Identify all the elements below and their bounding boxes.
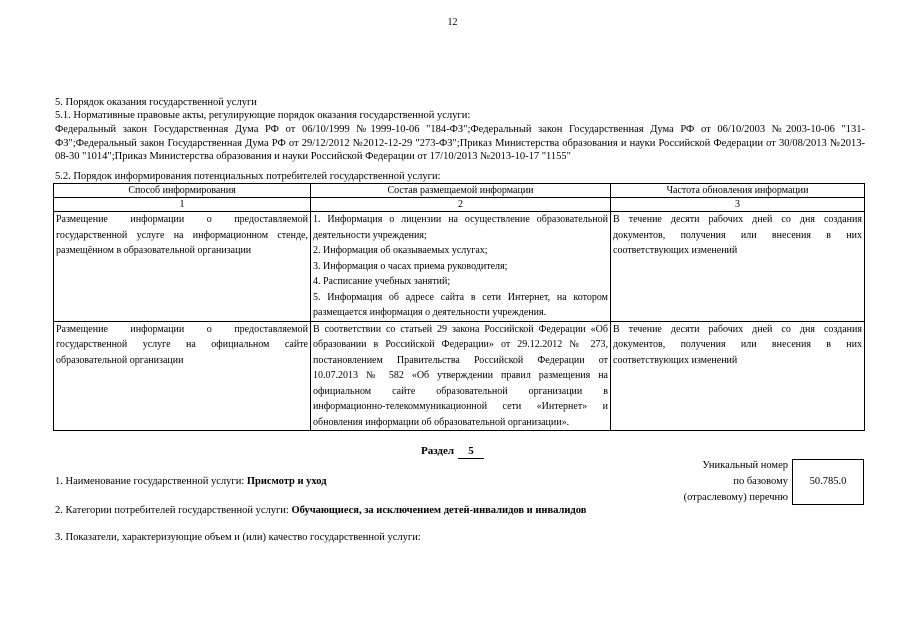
row-method: Размещение информации о предоставляемой государственной услуге на официальном сайте образовательной организации	[54, 321, 311, 431]
column-number: 3	[611, 198, 865, 212]
row-content	[311, 212, 611, 322]
row-method: Размещение информации о предоставляемой государственной услуге на информационном стенде, размещённом в образовательной организации	[54, 212, 311, 322]
service-name-value: Присмотр и уход	[246, 476, 327, 487]
service-categories-label: 2. Категории потребителей государственной услуги:	[55, 505, 289, 516]
content-line: 2. Информация об оказываемых услугах;	[313, 245, 488, 256]
column-number: 1	[54, 198, 311, 212]
content-line: 3. Информация о часах приема руководителя;	[313, 260, 508, 272]
content-line: 4. Расписание учебных занятий;	[313, 276, 451, 287]
unique-number-label-line: (отраслевому) перечню	[683, 491, 788, 503]
razdel-label: Раздел	[420, 445, 455, 457]
unique-number-box: 50.785.0	[792, 459, 864, 505]
row-frequency: В течение десяти рабочих дней со дня создания документов, получения или внесения в них соответствующих изменений	[611, 321, 865, 431]
razdel-number: 5	[458, 444, 484, 459]
razdel-heading	[0, 444, 905, 459]
header-content: Состав размещаемой информации	[311, 184, 611, 198]
table-number-row	[54, 198, 865, 212]
service-name-label: 1. Наименование государственной услуги:	[55, 476, 245, 487]
header-frequency: Частота обновления информации	[611, 184, 865, 198]
content-line: 5. Информация об адресе сайта в сети Интернет, на котором размещается информация о деятельности учреждения.	[313, 291, 608, 318]
service-indicators: 3. Показатели, характеризующие объем и (или) качество государственной услуги:	[55, 532, 421, 543]
info-table	[53, 183, 865, 431]
header-method: Способ информирования	[54, 184, 311, 198]
column-number: 2	[311, 198, 611, 212]
unique-number-label	[650, 458, 788, 505]
service-name	[55, 475, 327, 489]
service-categories	[55, 504, 586, 518]
table-header-row	[54, 184, 865, 198]
unique-number-label-line: Уникальный номер	[702, 460, 788, 471]
unique-number-label-line: по базовому	[733, 475, 788, 487]
content-line: 1. Информация о лицензии на осуществление образовательной деятельности учреждения;	[313, 214, 608, 241]
row-frequency: В течение десяти рабочих дней со дня создания документов, получения или внесения в них соответствующих изменений	[611, 212, 865, 322]
table-row	[54, 321, 865, 431]
service-categories-value: Обучающиеся, за исключением детей-инвалидов и инвалидов	[291, 505, 587, 516]
section-5-2-title: 5.2. Порядок информирования потенциальных потребителей государственной услуги:	[55, 171, 441, 182]
section-5-title: 5. Порядок оказания государственной услуги	[55, 97, 257, 108]
section-5-1-title: 5.1. Нормативные правовые акты, регулирующие порядок оказания государственной услуги:	[55, 110, 471, 121]
page-number: 12	[447, 17, 458, 28]
row-content: В соответствии со статьей 29 закона Российской Федерации «Об образовании в Российской Федерации» от 29.12.2012 № 273, постановлением Правительства Российской Федерации от 10.07.2013 № 582 «Об утверждении правил размещения на официальном сайте образовательной организации в информационно-телекоммуникационной сети «Интернет» и обновления информации об образовательной организации».	[311, 321, 611, 431]
table-row	[54, 212, 865, 322]
laws-text: Федеральный закон Государственная Дума РФ от 06/10/1999 №1999-10-06 "184-ФЗ";Федеральный закон Государственная Дума РФ от 06/10/2003 №2003-10-06 "131-ФЗ";Федеральный закон Государственная Дума РФ от 29/12/2012 №2012-12-29 "273-ФЗ";Приказ Министерства образования и науки Российской Федерации от 30/08/2013 №2013-08-30 "1014";Приказ Министерства образования и науки Российской Федерации от 17/10/2013 №2013-10-17 "1155"	[55, 124, 865, 163]
